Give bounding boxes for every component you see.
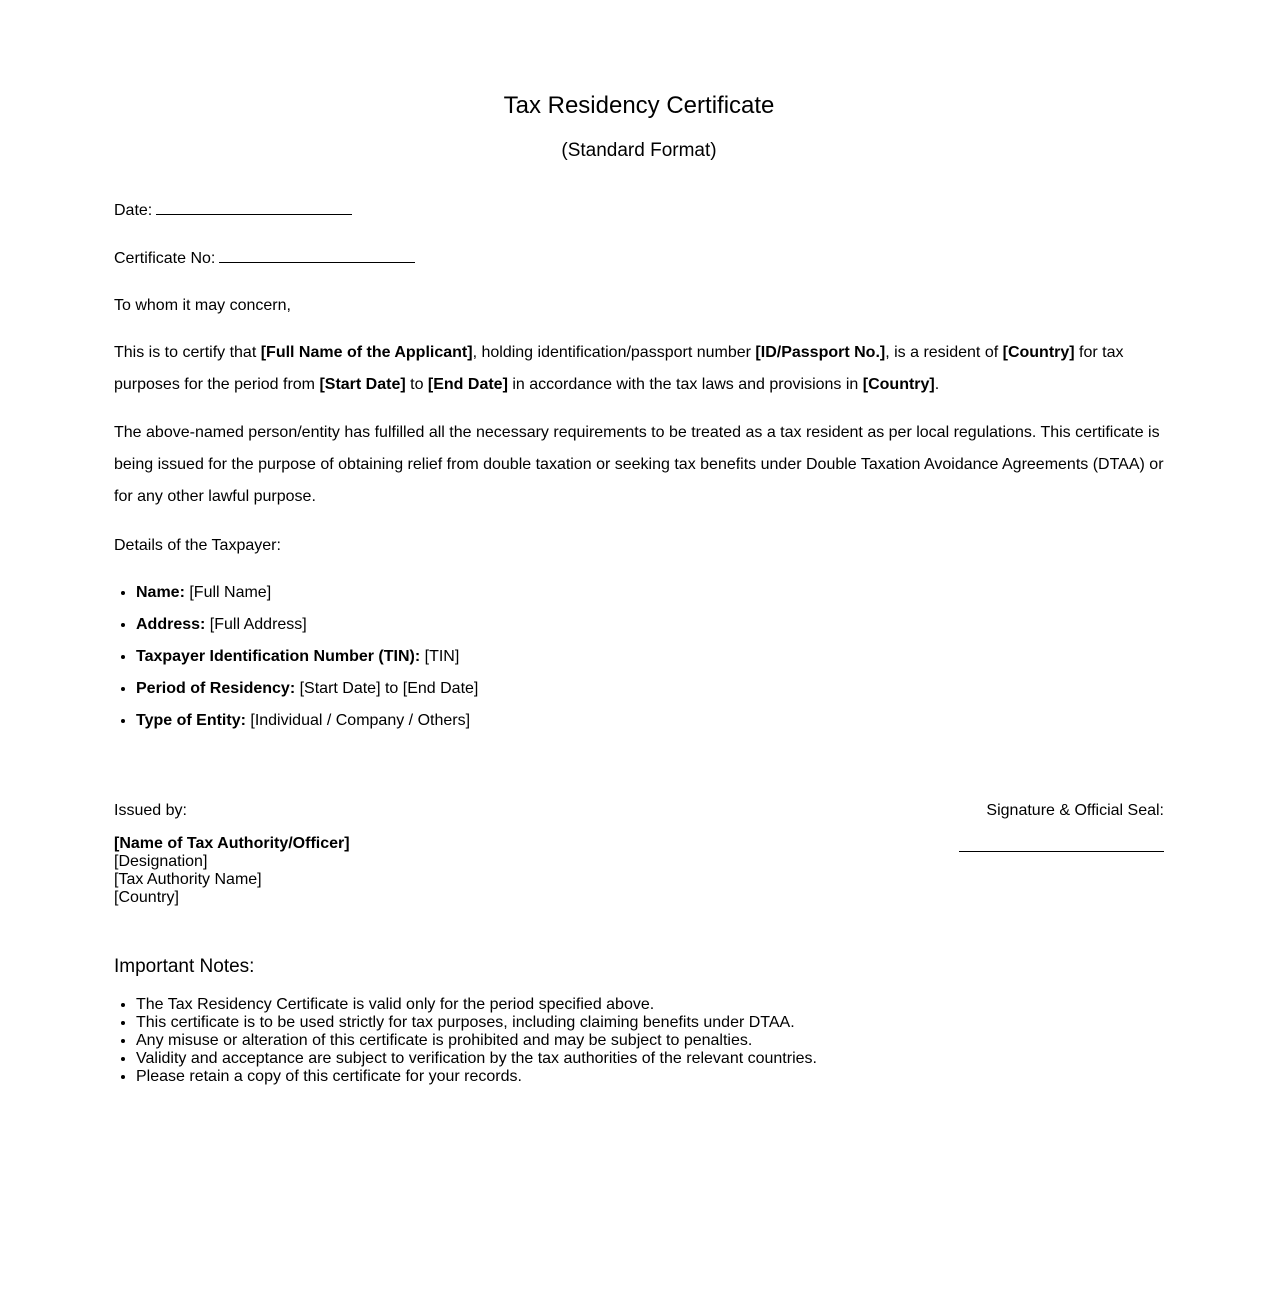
signature-line xyxy=(959,851,1164,852)
list-item: • The Tax Residency Certificate is valid only for the period specified above. xyxy=(136,996,817,1014)
certify-text-7: . xyxy=(934,376,940,393)
notes-heading: Important Notes: xyxy=(114,956,255,977)
certificate-no-blank-line xyxy=(219,248,415,263)
detail-label: Address: xyxy=(136,616,206,633)
issuer-country: [Country] xyxy=(114,889,179,906)
detail-label: Taxpayer Identification Number (TIN): xyxy=(136,648,421,665)
detail-value: [Full Name] xyxy=(184,584,272,601)
list-item: • This certificate is to be used strictly for tax purposes, including claiming benefits under DTAA. xyxy=(136,1014,817,1032)
list-item xyxy=(136,705,478,737)
start-date-placeholder: [Start Date] xyxy=(319,376,406,393)
taxpayer-details-list xyxy=(114,577,478,737)
certificate-no-field xyxy=(114,248,415,269)
country-placeholder: [Country] xyxy=(1002,344,1075,361)
issuer-block xyxy=(114,835,350,907)
list-item xyxy=(136,641,478,673)
certify-text-4: for tax purposes for the period from xyxy=(114,344,1124,393)
issuer-designation: [Designation] xyxy=(114,853,208,870)
detail-value: [TIN] xyxy=(420,648,460,665)
detail-label: Period of Residency: xyxy=(136,680,296,697)
notes-list xyxy=(114,996,817,1086)
certify-paragraph xyxy=(114,337,1164,401)
certify-text-6: in accordance with the tax laws and provisions in xyxy=(507,376,863,393)
certify-text-5: to xyxy=(405,376,428,393)
document-subtitle: (Standard Format) xyxy=(561,140,717,161)
country-placeholder-2: [Country] xyxy=(862,376,935,393)
issuer-name: [Name of Tax Authority/Officer] xyxy=(114,835,350,852)
date-field xyxy=(114,200,352,221)
date-label: Date: xyxy=(114,202,153,219)
list-item: • Validity and acceptance are subject to verification by the tax authorities of the relevant countries. xyxy=(136,1050,817,1068)
list-item xyxy=(136,673,478,705)
certify-text-3: , is a resident of xyxy=(885,344,1003,361)
salutation: To whom it may concern, xyxy=(114,297,291,314)
detail-label: Name: xyxy=(136,584,185,601)
details-heading: Details of the Taxpayer: xyxy=(114,537,281,554)
detail-label: Type of Entity: xyxy=(136,712,246,729)
date-blank-line xyxy=(156,200,352,215)
issuer-authority: [Tax Authority Name] xyxy=(114,871,262,888)
detail-value: [Start Date] to [End Date] xyxy=(295,680,479,697)
applicant-name-placeholder: [Full Name of the Applicant] xyxy=(260,344,473,361)
list-item: • Please retain a copy of this certificate for your records. xyxy=(136,1068,817,1086)
certify-text-1: This is to certify that xyxy=(114,344,261,361)
document-title: Tax Residency Certificate xyxy=(503,92,775,119)
certificate-no-label: Certificate No: xyxy=(114,250,216,267)
list-item xyxy=(136,609,478,641)
certify-text-2: , holding identification/passport number xyxy=(472,344,756,361)
id-number-placeholder: [ID/Passport No.] xyxy=(755,344,886,361)
list-item: • Any misuse or alteration of this certificate is prohibited and may be subject to penalties. xyxy=(136,1032,817,1050)
list-item xyxy=(136,577,478,609)
detail-value: [Individual / Company / Others] xyxy=(245,712,471,729)
end-date-placeholder: [End Date] xyxy=(427,376,508,393)
issued-by-label: Issued by: xyxy=(114,802,187,819)
signature-label: Signature & Official Seal: xyxy=(986,802,1164,819)
detail-value: [Full Address] xyxy=(205,616,307,633)
fulfilled-paragraph: The above-named person/entity has fulfilled all the necessary requirements to be treated as a tax resident as per local regulations. This certificate is being issued for the purpose of obtaining relief from double taxation or seeking tax benefits under Double Taxation Avoidance Agreements (DTAA) or for any other lawful purpose. xyxy=(114,424,1164,505)
